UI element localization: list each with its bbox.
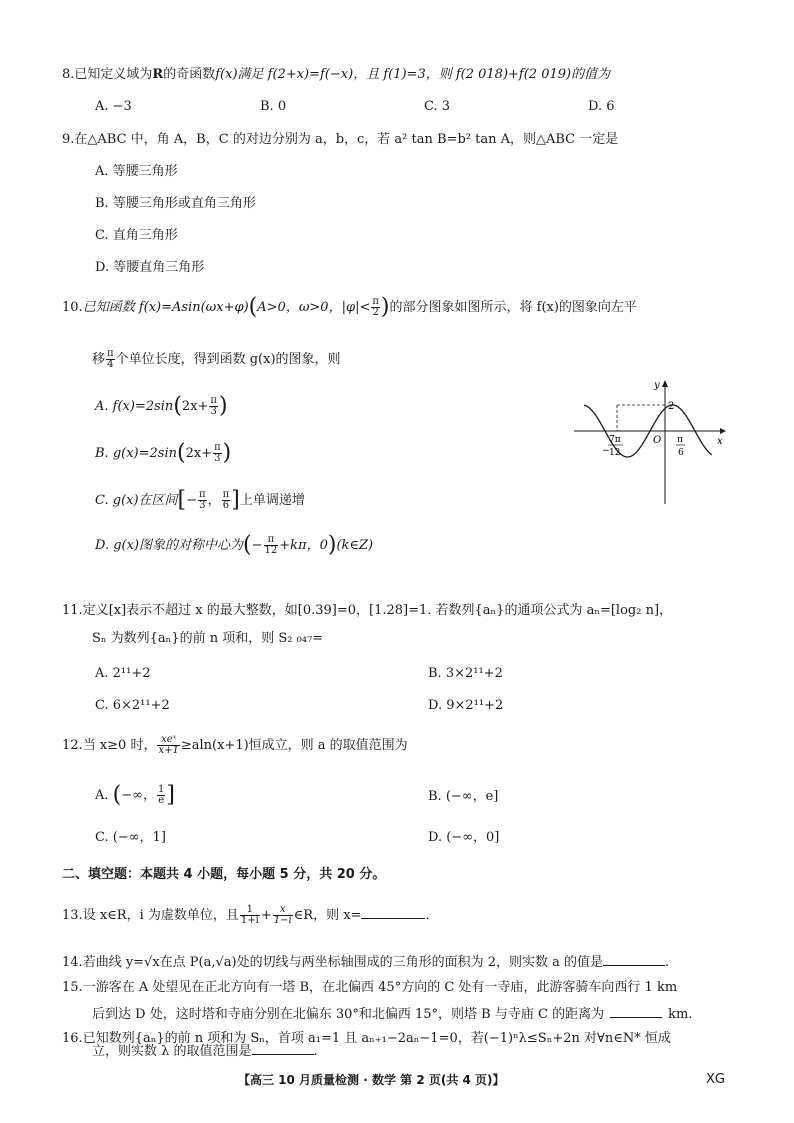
q13-answer-blank[interactable] [361,905,425,919]
q10-stem-part: 移 [92,352,106,367]
q12-option-b: B. (−∞，e] [428,789,499,804]
q12-option-a [95,782,175,808]
q9-option-d: D. 等腰直角三角形 [95,260,205,275]
frac-numerator: π [372,296,379,307]
frac-denominator: 4 [107,359,114,370]
q8-stem-part: 已知定义域为 [74,67,153,82]
q10-option-d [95,532,374,558]
q10-option-a [95,393,228,419]
tick-left-minus: − [602,446,610,456]
q13-end: . [425,908,430,923]
frac-numerator: π [107,348,114,359]
bracket-close: ] [166,782,175,808]
paren-open: ( [112,782,122,808]
origin-label: O [653,435,662,446]
opt-text: (k∈Z) [336,538,374,553]
q11-option-a: A. 2¹¹+2 [95,666,151,681]
opt-text: D. g(x)图象的对称中心为 [95,538,244,553]
q13-fraction-1 [240,905,260,926]
frac-denominator: 2 [372,307,379,318]
q15-stem [62,979,677,997]
q11-option-c: C. 6×2¹¹+2 [95,698,170,713]
q12-option-c: C. (−∞，1] [95,830,166,845]
frac-denominator: 3 [210,406,217,417]
q12-number: 12. [62,738,83,753]
q15-stem-line2 [92,1004,692,1024]
frac-denominator: 1−i [273,915,292,926]
frac-numerator: x [273,905,293,916]
q16-answer-blank[interactable] [252,1041,314,1055]
q16-end: . [313,1044,318,1059]
frac-denominator: e [158,795,165,806]
q13-stem [62,905,430,926]
opt-text: 2x+ [181,399,209,414]
q13-plus: + [260,908,272,923]
q10-stem-part: 的部分图象如图所示，将 f(x)的图象向左平 [389,300,637,315]
q10-stem [62,294,637,320]
q10-stem-part: 个单位长度，得到函数 g(x)的图象，则 [115,352,341,367]
frac-denominator: 1+i [240,915,259,926]
pi-over-3 [198,490,207,511]
opt-text: − [251,538,263,553]
q9-option-c: C. 直角三角形 [95,228,178,243]
section-heading-fill-in: 二、填空题：本题共 4 小题，每小题 5 分，共 20 分。 [62,867,386,882]
q8-stem-part: 的奇函数 [163,67,216,82]
frac-numerator: xeˣ [157,735,179,746]
q15-stem-text: 后到达 D 处，这时塔和寺庙分别在北偏东 30°和北偏西 15°，则塔 B 与寺庙 C 的距离为 [92,1007,605,1022]
q14-answer-blank[interactable] [603,952,665,966]
q15-answer-blank[interactable] [610,1004,662,1018]
q8-option-d: D. 6 [588,99,615,114]
pi-over-12 [264,535,279,556]
tick-left-denominator: 12 [609,448,621,458]
q11-stem [62,602,672,620]
q10-paren-open: ( [248,294,258,320]
opt-text: A. [95,788,113,803]
opt-text: 上单调递增 [239,493,305,508]
q10-number: 10. [62,300,83,315]
q9-option-b: B. 等腰三角形或直角三角形 [95,196,256,211]
q15-unit: km. [668,1007,693,1022]
q14-end: . [665,955,670,970]
tick-left-numerator: 7π [609,435,621,445]
q15-number: 15. [62,980,83,995]
frac-numerator: π [214,442,221,453]
q8-stem-part: f(x)满足 f(2+x)=f(−x)，且 f(1)=3，则 f(2 018)+f(2 019)的值为 [215,67,611,82]
q13-number: 13. [62,908,83,923]
q8-real-set: R [152,67,164,82]
q8-number: 8. [62,67,75,82]
q12-stem-part: 当 x≥0 时， [82,738,157,753]
q12-option-d: D. (−∞，0] [428,830,500,845]
q8-option-a: A. −3 [95,99,132,114]
pi-over-3 [213,443,222,464]
q8-option-c: C. 3 [424,99,451,114]
frac-denominator: 3 [214,453,221,464]
opt-text: ， [207,493,221,508]
q16-stem-line2 [92,1041,318,1061]
paren-open: ( [173,393,182,419]
paren-close: ) [327,532,337,558]
q14-stem-text: 若曲线 y=√x在点 P(a,√a)处的切线与两坐标轴围成的三角形的面积为 2，则实数 a 的值是 [82,955,604,970]
one-over-e [157,785,165,806]
frac-denominator: 3 [199,500,206,511]
paren-open: ( [176,440,186,466]
q10-pi-over-4 [106,349,115,370]
q12-stem [62,735,408,756]
q12-stem-part: ≥aln(x+1)恒成立，则 a 的取值范围为 [180,738,408,753]
q10-condition: A>0，ω>0，|φ|< [257,300,371,315]
q10-paren-close: ) [380,294,390,320]
opt-text: 2x+ [185,446,213,461]
q11-option-d: D. 9×2¹¹+2 [428,698,504,713]
q13-stem-part: 设 x∈R，i 为虚数单位，且 [82,908,239,923]
frac-numerator: 1 [240,905,260,916]
paren-close: ) [218,393,228,419]
q12-fraction [157,735,179,756]
frac-denominator: x+1 [158,745,179,756]
q10-stem-part: 已知函数 f(x)=Asin(ωx+φ) [82,300,249,315]
bracket-close: ] [231,487,240,513]
frac-numerator: π [210,395,217,406]
tick-right-numerator: π [677,435,683,445]
q11-option-b: B. 3×2¹¹+2 [428,666,503,681]
q11-stem-line2: Sₙ 为数列{aₙ}的前 n 项和，则 S₂ ₀₄₇= [92,631,324,646]
q11-stem-text: 定义[x]表示不超过 x 的最大整数，如[0.39]=0，[1.28]=1. 若数列{aₙ}的通项公式为 aₙ=[log₂ n]， [82,603,673,618]
x-axis-label: x [717,436,723,447]
q9-option-a: A. 等腰三角形 [95,164,178,179]
q16-stem-text: 已知数列{aₙ}的前 n 项和为 Sₙ，首项 a₁=1 且 aₙ₊₁−2aₙ−1=0，若(−1)ⁿλ≤Sₙ+2n 对∀n∈N* 恒成 [82,1031,671,1046]
frac-numerator: π [222,489,230,500]
q16-number: 16. [62,1031,83,1046]
q8-stem [62,66,610,84]
pi-over-3 [209,396,218,417]
frac-numerator: π [264,535,279,546]
opt-text: B. g(x)=2sin [95,446,177,461]
page-footer: 【高三 10 月质量检测 · 数学 第 2 页(共 4 页)】 [238,1073,505,1087]
y-axis-arrow [662,380,668,387]
q9-stem-text: 在△ABC 中，角 A，B，C 的对边分别为 a，b，c，若 a² tan B=b² tan A，则△ABC 一定是 [74,132,619,147]
x-axis-arrow [720,428,726,434]
q13-stem-part: ∈R，则 x= [293,908,362,923]
paren-close: ) [222,440,232,466]
paren-open: ( [243,532,252,558]
q16-stem-text: 立，则实数 λ 的取值范围是 [92,1044,252,1059]
q15-stem-text: 一游客在 A 处望见在正北方向有一塔 B，在北偏西 45°方向的 C 处有一寺庙，此游客骑车向西行 1 km [82,980,678,995]
frac-numerator: 1 [157,784,165,795]
opt-text: −∞， [121,788,156,803]
opt-text: − [186,493,198,508]
q9-stem [62,131,618,149]
q11-number: 11. [62,603,83,618]
paper-code: XG [706,1072,725,1087]
opt-text: C. g(x)在区间 [95,493,178,508]
y-axis-label: y [654,380,660,391]
opt-text: +kπ，0 [279,538,328,553]
q10-option-c [95,487,305,513]
q10-function-graph [570,376,730,506]
frac-numerator: π [199,489,206,500]
max-value-label: 2 [668,401,675,412]
pi-over-6 [222,490,231,511]
q10-pi-over-2 [371,297,380,318]
q10-option-b [95,440,232,466]
q9-number: 9. [62,132,75,147]
q10-stem-line2 [92,349,341,370]
bracket-open: [ [177,487,187,513]
frac-denominator: 6 [222,500,230,511]
opt-text: A. f(x)=2sin [95,399,174,414]
q14-number: 14. [62,955,83,970]
q8-option-b: B. 0 [260,99,287,114]
q14-stem [62,952,669,972]
frac-denominator: 12 [264,545,278,556]
tick-right-denominator: 6 [678,448,684,458]
q13-fraction-2 [273,905,293,926]
